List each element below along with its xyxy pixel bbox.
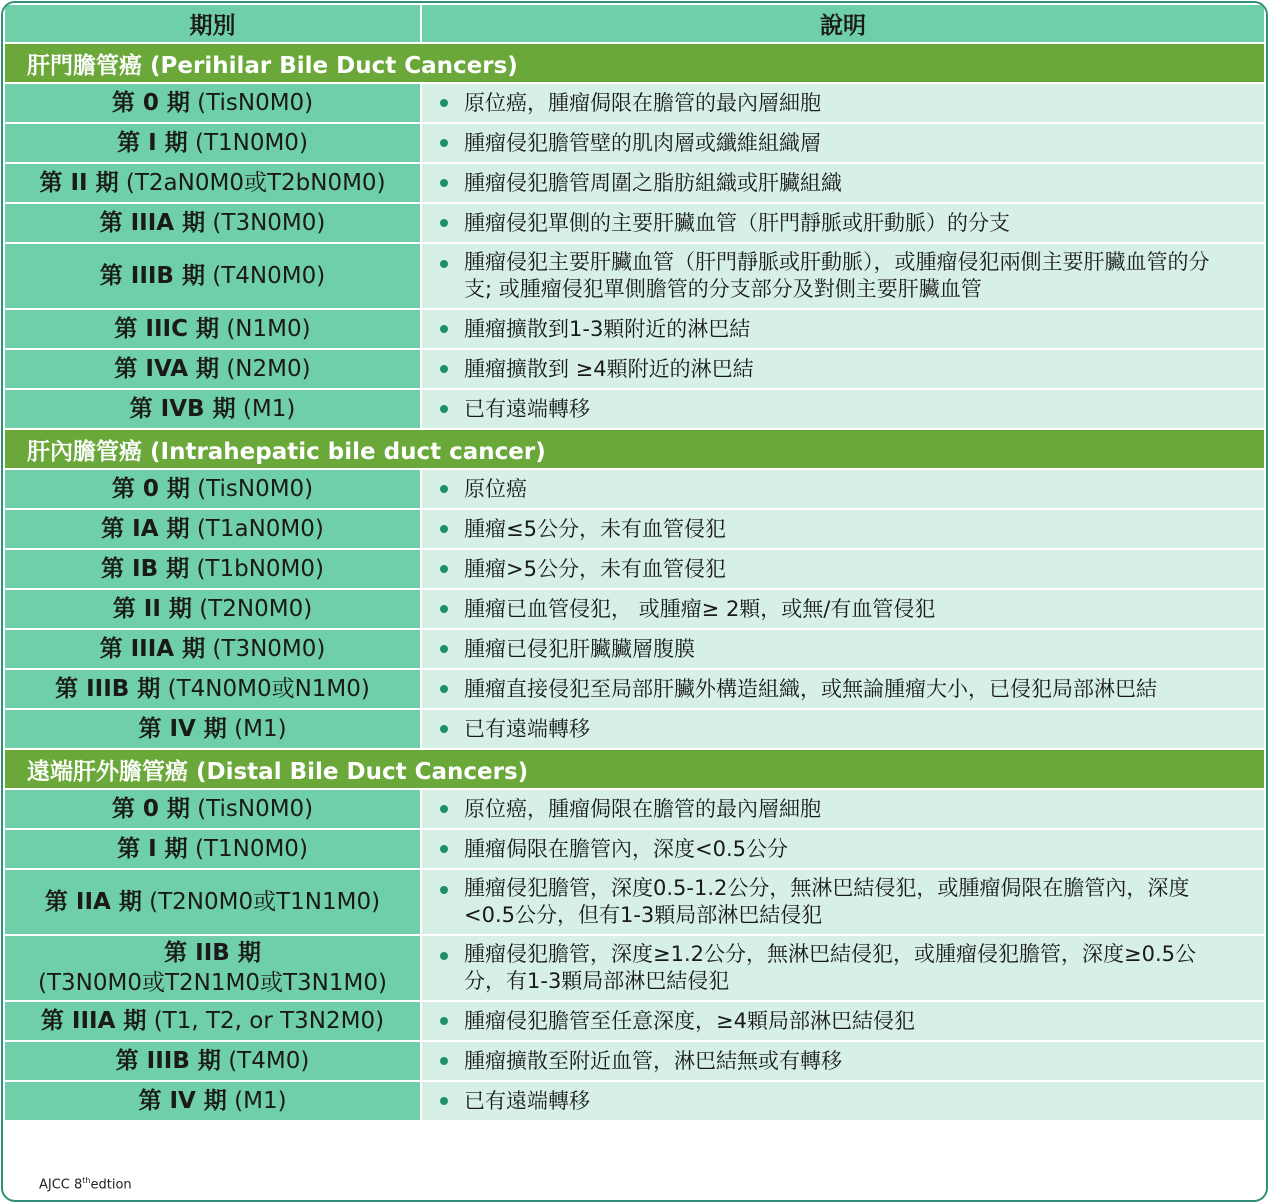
stage-code: (M1) — [242, 396, 296, 422]
description-cell: 腫瘤侵犯膽管壁的肌肉層或纖維組織層 — [421, 123, 1265, 163]
stage-cell — [4, 1001, 421, 1041]
stage-cell — [4, 349, 421, 389]
stage-label: 第 IIIA 期 — [99, 210, 206, 236]
table-row — [4, 469, 1265, 509]
stage-code: (T3N0M0或T2N1M0或T3N1M0) — [38, 970, 387, 996]
stage-label: 第 0 期 — [111, 476, 190, 502]
stage-label: 第 IVA 期 — [114, 356, 220, 382]
stage-cell — [4, 1041, 421, 1081]
description-cell: 腫瘤擴散到 ≥4顆附近的淋巴結 — [421, 349, 1265, 389]
stage-code: (T1bN0M0) — [196, 556, 324, 582]
description-cell: 腫瘤已血管侵犯， 或腫瘤≥ 2顆，或無/有血管侵犯 — [421, 589, 1265, 629]
stage-label: 第 0 期 — [111, 796, 190, 822]
stage-label: 第 0 期 — [111, 90, 190, 116]
stage-code: (T1aN0M0) — [196, 516, 324, 542]
stage-cell — [4, 509, 421, 549]
table-row — [4, 389, 1265, 429]
stage-code: (M1) — [234, 1088, 287, 1114]
stage-cell — [4, 389, 421, 429]
stage-cell — [4, 163, 421, 203]
description-cell: 腫瘤侵犯主要肝臟血管（肝門靜脈或肝動脈），或腫瘤侵犯兩側主要肝臟血管的分支; 或腫瘤侵犯單側膽管的分支部分及對側主要肝臟血管 — [421, 243, 1265, 309]
section-header-row — [4, 429, 1265, 469]
stage-cell — [4, 469, 421, 509]
table-row — [4, 123, 1265, 163]
table-row — [4, 243, 1265, 309]
table-row — [4, 1001, 1265, 1041]
footnote: AJCC 8thedtion — [39, 1175, 132, 1192]
stage-cell — [4, 829, 421, 869]
description-cell: 已有遠端轉移 — [421, 709, 1265, 749]
stage-label: 第 IB 期 — [101, 556, 190, 582]
description-cell: 已有遠端轉移 — [421, 389, 1265, 429]
stage-code: (M1) — [234, 716, 287, 742]
stage-cell — [4, 789, 421, 829]
description-cell: 腫瘤侵犯單側的主要肝臟血管（肝門靜脈或肝動脈）的分支 — [421, 203, 1265, 243]
stage-cell — [4, 869, 421, 935]
table-row — [4, 349, 1265, 389]
description-cell: 腫瘤已侵犯肝臟臟層腹膜 — [421, 629, 1265, 669]
stage-cell — [4, 1081, 421, 1121]
stage-cell — [4, 935, 421, 1001]
description-cell: 腫瘤侵犯膽管，深度0.5-1.2公分，無淋巴結侵犯，或腫瘤侷限在膽管內，深度<0.5公分，但有1-3顆局部淋巴結侵犯 — [421, 869, 1265, 935]
description-cell: 腫瘤侵犯膽管至任意深度，≥4顆局部淋巴結侵犯 — [421, 1001, 1265, 1041]
stage-label: 第 IIB 期 — [164, 940, 261, 966]
stage-label: 第 IIIB 期 — [55, 676, 161, 702]
description-cell: 腫瘤直接侵犯至局部肝臟外構造組織，或無論腫瘤大小，已侵犯局部淋巴結 — [421, 669, 1265, 709]
description-cell: 原位癌，腫瘤侷限在膽管的最內層細胞 — [421, 83, 1265, 123]
table-row — [4, 709, 1265, 749]
stage-code: (TisN0M0) — [197, 476, 314, 502]
stage-code: (T1N0M0) — [194, 130, 308, 156]
table-row — [4, 549, 1265, 589]
section-header-row — [4, 749, 1265, 789]
stage-label: 第 I 期 — [117, 130, 188, 156]
stage-cell — [4, 549, 421, 589]
table-row — [4, 629, 1265, 669]
stage-label: 第 IIIA 期 — [40, 1008, 147, 1034]
stage-label: 第 IVB 期 — [129, 396, 236, 422]
stage-cell — [4, 203, 421, 243]
stage-code: (T1N0M0) — [194, 836, 308, 862]
stage-cell — [4, 123, 421, 163]
stage-label: 第 II 期 — [112, 596, 192, 622]
stage-code: (TisN0M0) — [197, 796, 314, 822]
table-row — [4, 203, 1265, 243]
stage-code: (T4M0) — [228, 1048, 310, 1074]
stage-cell — [4, 243, 421, 309]
table-row — [4, 163, 1265, 203]
header-stage: 期別 — [4, 4, 421, 43]
stage-cell — [4, 669, 421, 709]
stage-code: (T4N0M0) — [212, 263, 326, 289]
description-cell: 已有遠端轉移 — [421, 1081, 1265, 1121]
stage-cell — [4, 589, 421, 629]
section-header-row — [4, 43, 1265, 83]
stage-cell — [4, 709, 421, 749]
stage-code: (T2N0M0) — [199, 596, 313, 622]
description-cell: 原位癌，腫瘤侷限在膽管的最內層細胞 — [421, 789, 1265, 829]
section-title: 肝門膽管癌 (Perihilar Bile Duct Cancers) — [4, 43, 1265, 83]
description-cell: 腫瘤侵犯膽管周圍之脂肪組織或肝臟組織 — [421, 163, 1265, 203]
header-description: 說明 — [421, 4, 1265, 43]
stage-code: (T4N0M0或N1M0) — [167, 676, 370, 702]
table-row — [4, 1081, 1265, 1121]
description-cell: 原位癌 — [421, 469, 1265, 509]
stage-label: 第 IV 期 — [138, 716, 227, 742]
stage-code: (T2N0M0或T1N1M0) — [149, 889, 381, 915]
stage-label: 第 I 期 — [117, 836, 188, 862]
table-row — [4, 1041, 1265, 1081]
stage-code: (N1M0) — [226, 316, 311, 342]
description-cell: 腫瘤擴散到1-3顆附近的淋巴結 — [421, 309, 1265, 349]
stage-label: 第 IIIC 期 — [114, 316, 219, 342]
description-cell: 腫瘤侵犯膽管，深度≥1.2公分，無淋巴結侵犯，或腫瘤侵犯膽管，深度≥0.5公分，有1-3顆局部淋巴結侵犯 — [421, 935, 1265, 1001]
stage-label: 第 IIIB 期 — [115, 1048, 221, 1074]
stage-code: (T1, T2, or T3N2M0) — [153, 1008, 385, 1034]
table-row — [4, 309, 1265, 349]
stage-code: (T2aN0M0或T2bN0M0) — [125, 170, 386, 196]
description-cell: 腫瘤侷限在膽管內，深度<0.5公分 — [421, 829, 1265, 869]
stage-code: (N2M0) — [226, 356, 311, 382]
stage-cell — [4, 83, 421, 123]
description-cell: 腫瘤>5公分，未有血管侵犯 — [421, 549, 1265, 589]
section-title: 肝內膽管癌 (Intrahepatic bile duct cancer) — [4, 429, 1265, 469]
staging-table — [3, 3, 1266, 1122]
table-row — [4, 935, 1265, 1001]
table-row — [4, 509, 1265, 549]
stage-label: 第 IIA 期 — [44, 889, 142, 915]
description-cell: 腫瘤≤5公分，未有血管侵犯 — [421, 509, 1265, 549]
stage-label: 第 IIIB 期 — [99, 263, 205, 289]
stage-label: 第 IA 期 — [101, 516, 190, 542]
table-body — [4, 43, 1265, 1121]
table-row — [4, 789, 1265, 829]
description-cell: 腫瘤擴散至附近血管，淋巴結無或有轉移 — [421, 1041, 1265, 1081]
stage-cell — [4, 629, 421, 669]
table-row — [4, 829, 1265, 869]
stage-label: 第 II 期 — [39, 170, 119, 196]
stage-code: (T3N0M0) — [212, 636, 326, 662]
table-row — [4, 869, 1265, 935]
stage-code: (T3N0M0) — [212, 210, 326, 236]
staging-table-frame — [1, 1, 1268, 1202]
table-row — [4, 83, 1265, 123]
stage-cell — [4, 309, 421, 349]
stage-label: 第 IV 期 — [138, 1088, 227, 1114]
table-row — [4, 669, 1265, 709]
stage-code: (TisN0M0) — [197, 90, 314, 116]
table-row — [4, 589, 1265, 629]
section-title: 遠端肝外膽管癌 (Distal Bile Duct Cancers) — [4, 749, 1265, 789]
stage-label: 第 IIIA 期 — [99, 636, 206, 662]
